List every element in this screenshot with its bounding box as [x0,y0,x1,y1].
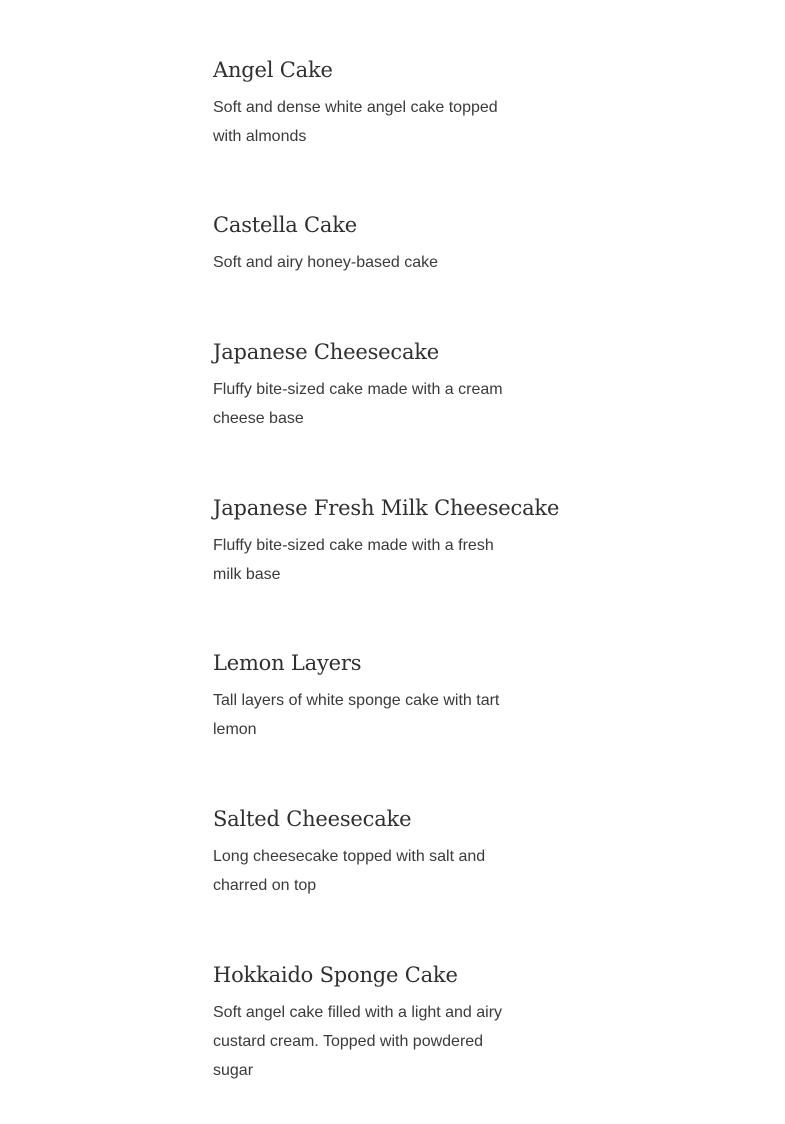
menu-item-name: Angel Cake [213,58,333,82]
menu-item-description: Soft angel cake filled with a light and airy custard cream. Topped with powdered sugar [213,1004,503,1079]
menu-item-name: Salted Cheesecake [213,807,412,831]
menu-item-name: Japanese Fresh Milk Cheesecake [213,496,560,520]
menu-item-hokkaido-sponge-cake [213,961,523,1085]
menu-item-description: Long cheesecake topped with salt and charred on top [213,848,486,894]
menu-item-lemon-layers [213,649,523,744]
menu-item-name: Castella Cake [213,213,358,237]
menu-item-name: Hokkaido Sponge Cake [213,963,458,987]
menu-item-description: Soft and dense white angel cake topped with almonds [213,99,498,145]
menu-item-description: Soft and airy honey-based cake [213,254,439,271]
menu-item-name: Lemon Layers [213,651,362,675]
menu-item-description: Fluffy bite-sized cake made with a fresh milk base [213,537,494,583]
menu-item-description: Fluffy bite-sized cake made with a cream cheese base [213,381,503,427]
menu-item-japanese-cheesecake [213,338,523,433]
menu-item-angel-cake [213,56,523,151]
menu-item-castella-cake [213,211,523,277]
menu-item-salted-cheesecake [213,805,523,900]
menu-item-japanese-fresh-milk-cheesecake [213,494,560,589]
menu-item-description: Tall layers of white sponge cake with tart lemon [213,692,500,738]
menu-item-name: Japanese Cheesecake [213,340,440,364]
